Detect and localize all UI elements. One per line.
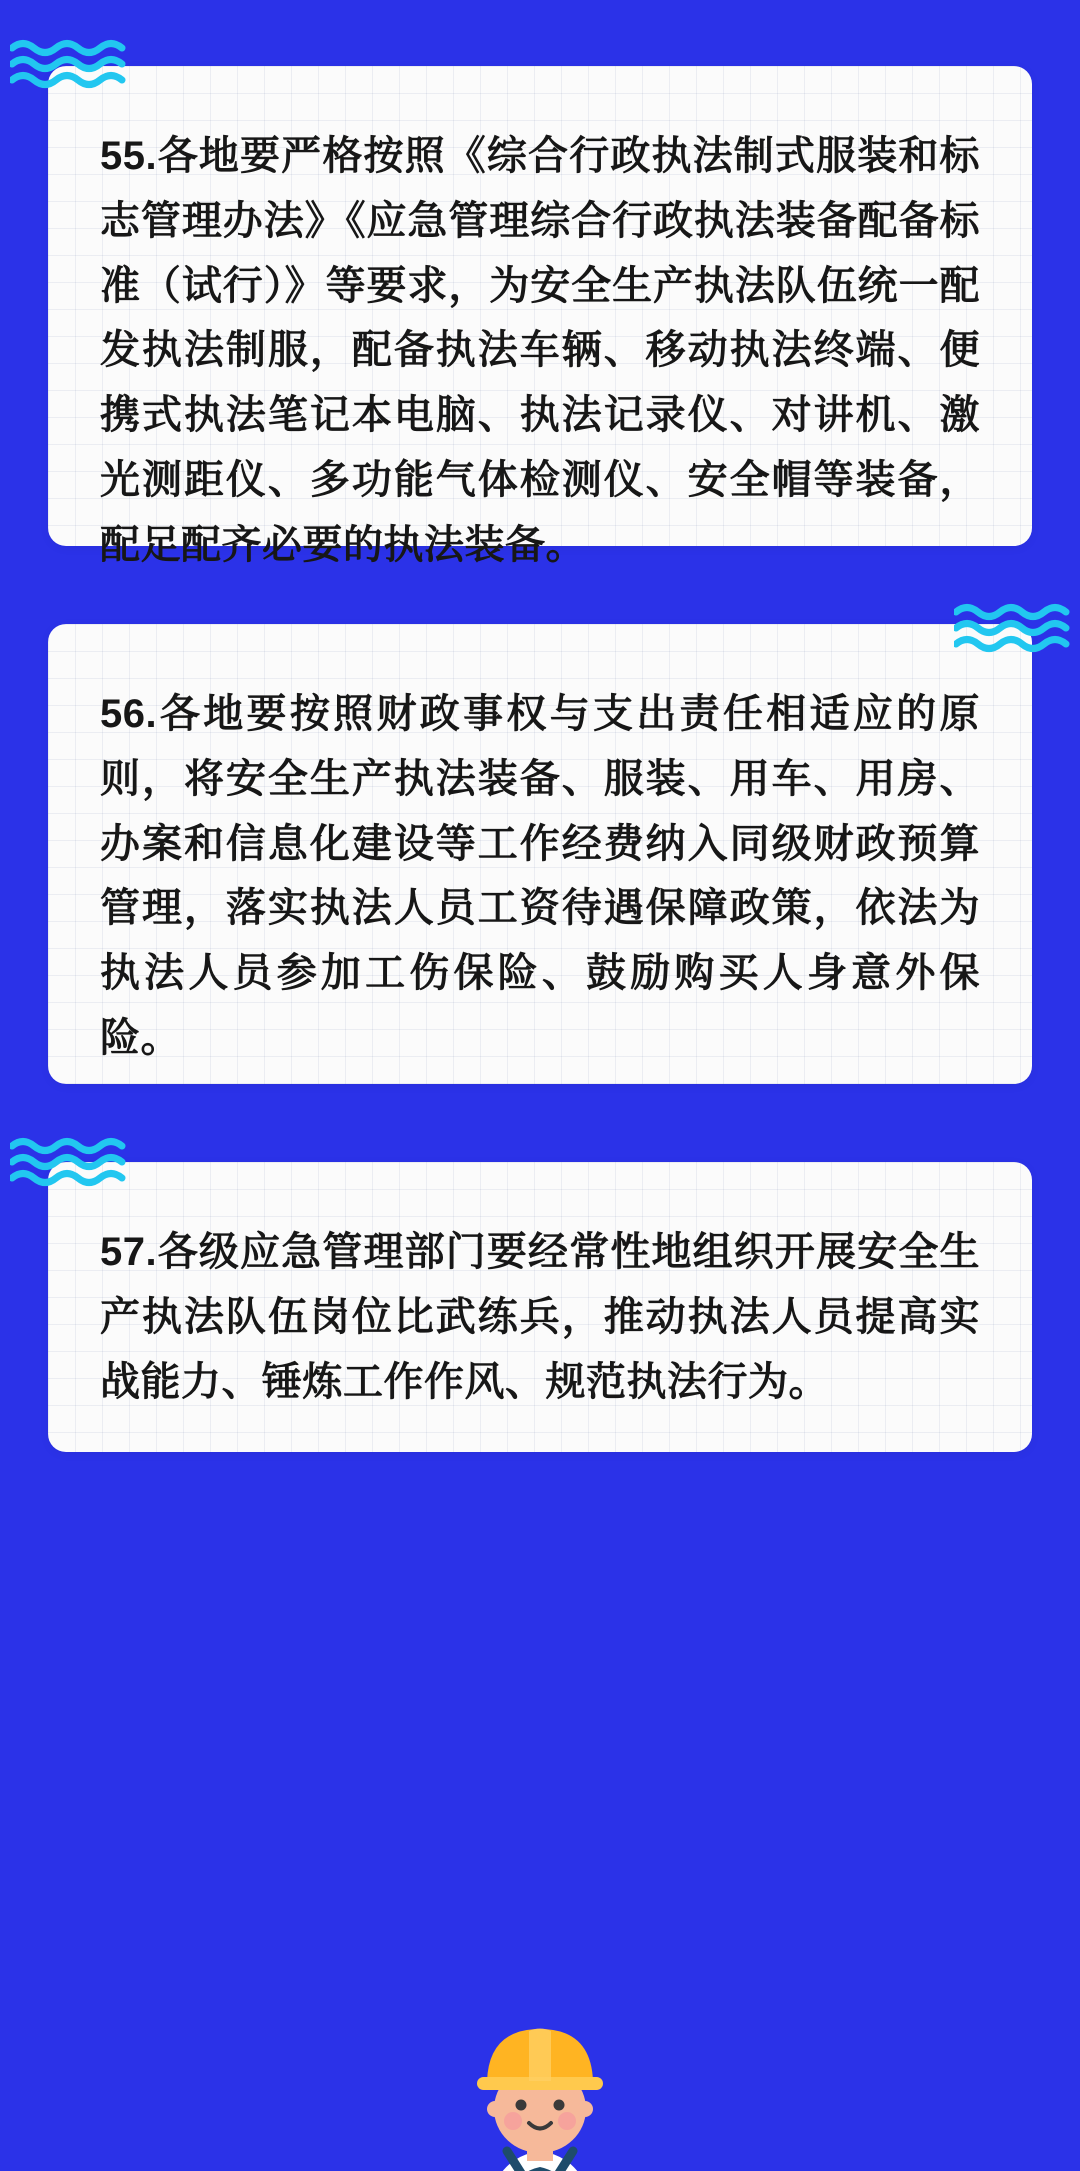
poster-page [0,66,1080,2171]
card-text: 55.各地要严格按照《综合行政执法制式服装和标志管理办法》《应急管理综合行政执法装备配备标准（试行）》等要求，为安全生产执法队伍统一配发执法制服，配备执法车辆、移动执法终端、便携式执法笔记本电脑、执法记录仪、对讲机、激光测距仪、多功能气体检测仪、安全帽等装备，配足配齐必要的执法装备。 [100,134,980,567]
content-card-55 [48,66,1032,567]
content-card-56 [48,624,1032,1084]
card-text: 56.各地要按照财政事权与支出责任相适应的原则，将安全生产执法装备、服装、用车、用房、办案和信息化建设等工作经费纳入同级财政预算管理，落实执法人员工资待遇保障政策，依法为执法人员参加工伤保险、鼓励购买人身意外保险。 [100,692,980,1060]
wave-decoration-icon [10,1136,128,1188]
wave-decoration-icon [954,602,1072,654]
wave-decoration-icon [10,38,128,90]
content-card-57 [48,1162,1032,1452]
worker-with-hardhat-icon [425,1997,655,2171]
card-text: 57.各级应急管理部门要经常性地组织开展安全生产执法队伍岗位比武练兵，推动执法人员提高实战能力、锤炼工作作风、规范执法行为。 [100,1230,980,1404]
